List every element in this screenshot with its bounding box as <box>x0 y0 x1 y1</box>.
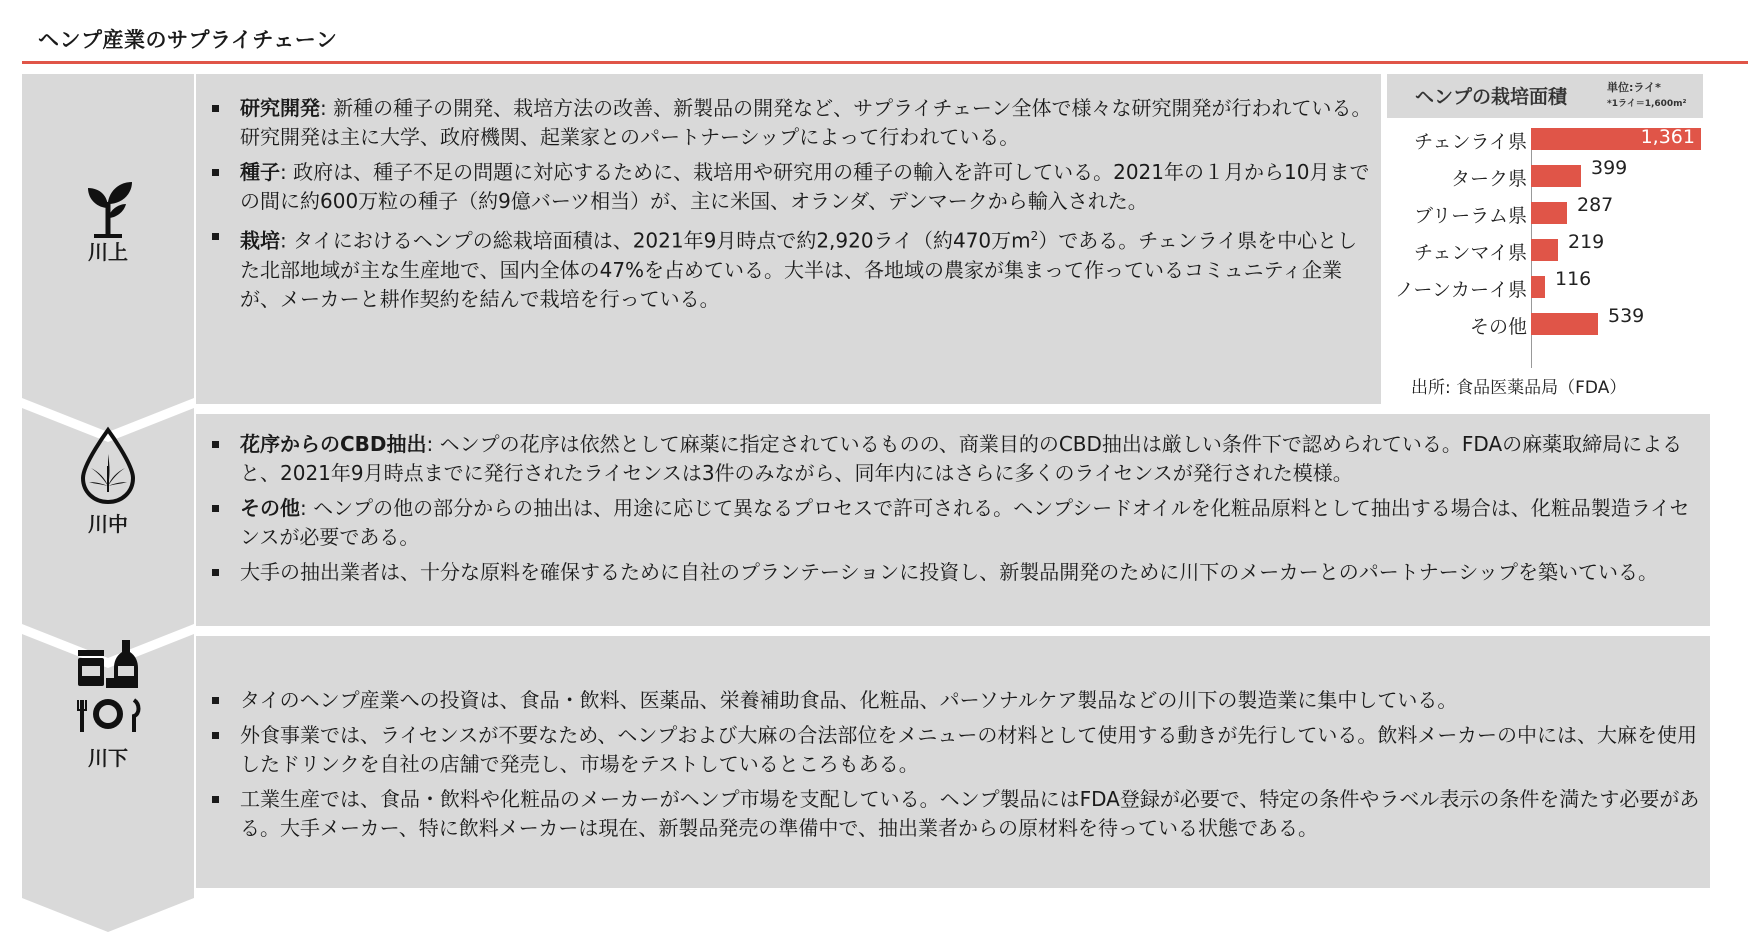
midstream-bullet-list <box>208 430 1700 593</box>
chart-bar <box>1531 276 1545 298</box>
cannabis-leaf-drop-icon <box>68 426 148 510</box>
chart-header <box>1387 74 1703 118</box>
stage-label-midstream: 川中 <box>88 512 128 536</box>
chart-category-label: その他 <box>1469 316 1527 338</box>
chart-bar <box>1531 165 1581 187</box>
cultivation-area-chart <box>1381 74 1719 404</box>
chart-unit-footnote: *1ライ＝1,600m² <box>1607 99 1687 109</box>
chart-title: ヘンプの栽培面積 <box>1415 86 1568 108</box>
chart-source: 出所: 食品医薬品局（FDA） <box>1411 378 1627 398</box>
upstream-bullet-list <box>208 94 1373 320</box>
list-item: 工業生産では、食品・飲料や化粧品のメーカーがヘンプ市場を支配している。ヘンプ製品にはFDA登録が必要で、特定の条件やラベル表示の条件を満たす必要がある。大手メーカー、特に飲料メーカーは現在、新製品発売の準備中で、抽出業者からの原材料を待っている状態である。 <box>208 785 1700 843</box>
list-item: 大手の抽出業者は、十分な原料を確保するために自社のプランテーションに投資し、新製品開発のために川下のメーカーとのパートナーシップを築いている。 <box>208 558 1700 587</box>
chart-bar <box>1531 239 1558 261</box>
chart-value-label: 287 <box>1577 194 1614 216</box>
chart-category-label: チェンライ県 <box>1414 131 1527 153</box>
list-item: その他: ヘンプの他の部分からの抽出は、用途に応じて異なるプロセスで許可される。ヘンプシードオイルを化粧品原料として抽出する場合は、化粧品製造ライセンスが必要である。 <box>208 494 1700 552</box>
list-item: 研究開発: 新種の種子の開発、栽培方法の改善、新製品の開発など、サプライチェーン全体で様々な研究開発が行われている。研究開発は主に大学、政府機関、起業家とのパートナーシップによって行われている。 <box>208 94 1373 152</box>
chart-category-label: チェンマイ県 <box>1413 242 1527 264</box>
page-title: ヘンプ産業のサプライチェーン <box>38 28 338 52</box>
list-item: 種子: 政府は、種子不足の問題に対応するために、栽培用や研究用の種子の輸入を許可している。2021年の１月から10月までの間に約600万粒の種子（約9億バーツ相当）が、主に米国、オランダ、デンマークから輸入された。 <box>208 158 1373 216</box>
list-item: 栽培: タイにおけるヘンプの総栽培面積は、2021年9月時点で約2,920ライ（約470万$m^2$）である。チェンライ県を中心とした北部地域が主な生産地で、国内全体の47%を占めている。大半は、各地域の農家が集まって作っているコミュニティ企業が、メーカーと耕作契約を結んで栽培を行っている。 <box>208 222 1373 314</box>
list-item: 花序からのCBD抽出: ヘンプの花序は依然として麻薬に指定されているものの、商業目的のCBD抽出は厳しい条件下で認められている。FDAの麻薬取締局によると、2021年9月時点までに発行されたライセンスは3件のみながら、同年内にはさらに多くのライセンスが発行された模様。 <box>208 430 1700 488</box>
chart-category-label: ターク県 <box>1450 168 1527 190</box>
list-item: タイのヘンプ産業への投資は、食品・飲料、医薬品、栄養補助食品、化粧品、パーソナルケア製品などの川下の製造業に集中している。 <box>208 686 1700 715</box>
chart-category-label: ノーンカーイ県 <box>1394 279 1527 301</box>
chart-category-label: ブリーラム県 <box>1413 205 1527 227</box>
chart-value-label: 116 <box>1555 268 1592 290</box>
chart-value-label: 1,361 <box>1640 126 1695 148</box>
list-item: 外食事業では、ライセンスが不要なため、ヘンプおよび大麻の合法部位をメニューの材料として使用する動きが先行している。飲料メーカーの中には、大麻を使用したドリンクを自社の店舗で発売し、市場をテストしているところもある。 <box>208 721 1700 779</box>
plant-sprout-icon <box>68 178 148 244</box>
chart-value-label: 399 <box>1591 157 1628 179</box>
chart-value-label: 219 <box>1568 231 1605 253</box>
downstream-bullet-list <box>208 686 1700 849</box>
food-drink-products-icon <box>68 636 148 740</box>
chart-value-label: 539 <box>1608 305 1645 327</box>
stage-label-upstream: 川上 <box>88 240 128 264</box>
title-divider <box>22 61 1748 64</box>
chart-unit: 単位:ライ* <box>1607 81 1661 94</box>
chart-bar <box>1531 313 1598 335</box>
stage-label-downstream: 川下 <box>88 746 128 770</box>
chart-bar <box>1531 202 1567 224</box>
